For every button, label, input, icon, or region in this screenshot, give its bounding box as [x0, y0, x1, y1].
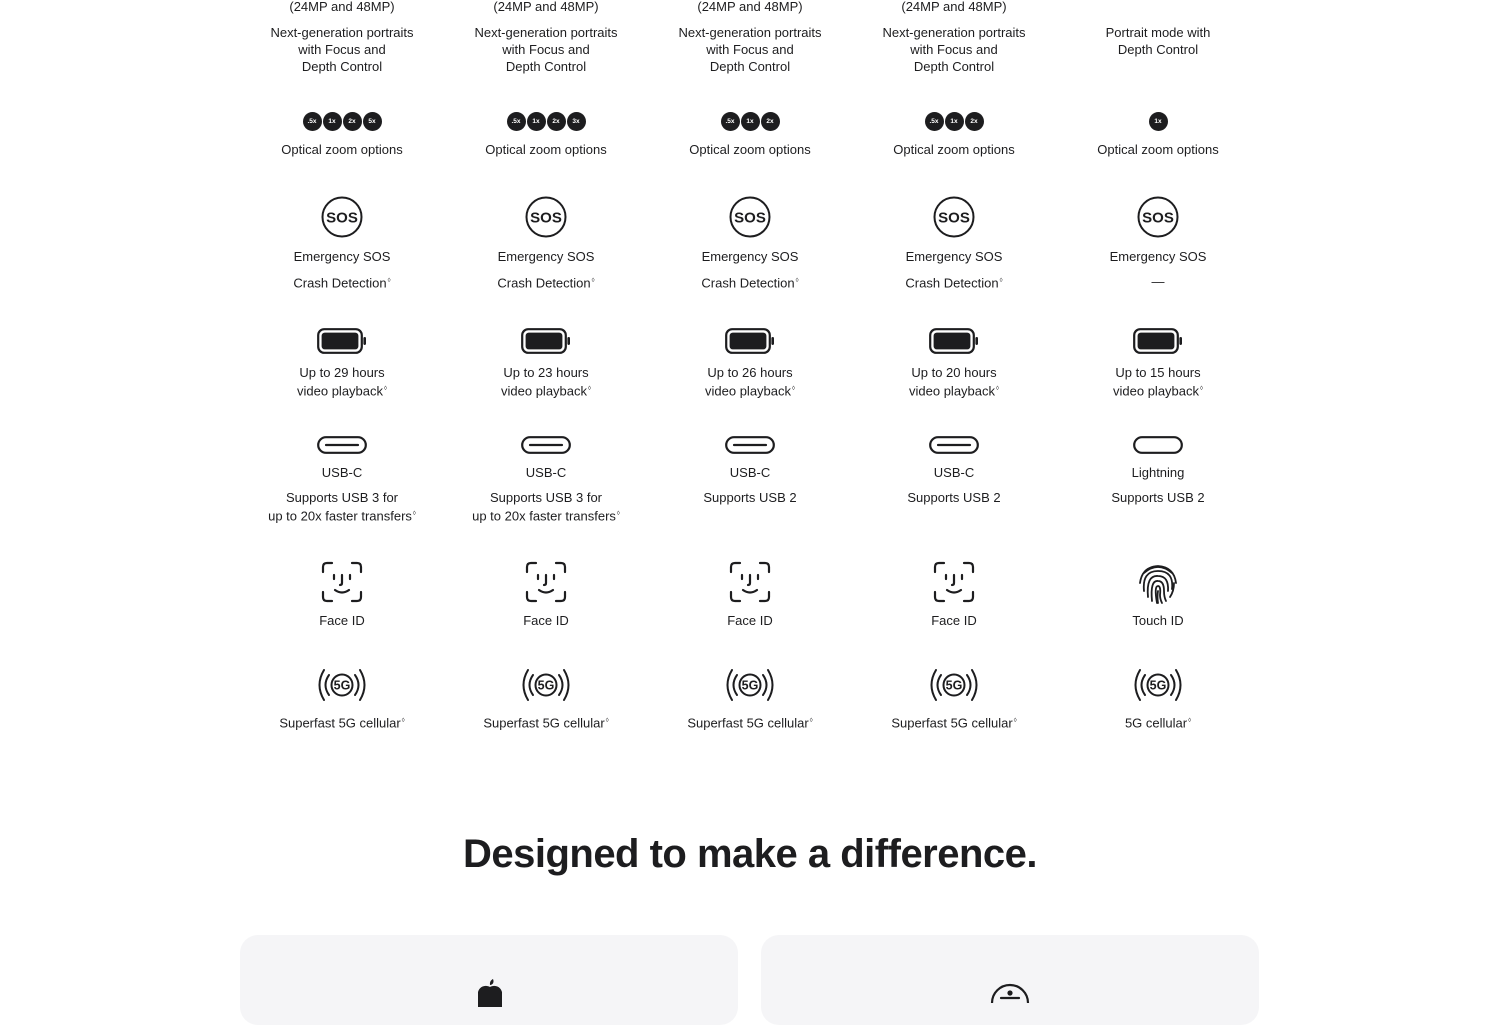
- footnote-marker: ◊: [401, 718, 405, 724]
- svg-text:SOS: SOS: [530, 209, 562, 227]
- sos-icon: [933, 196, 975, 243]
- crash-detection-label: Crash Detection◊: [905, 275, 1003, 291]
- biometric-label: Face ID: [931, 613, 977, 628]
- battery-label: Up to 23 hours video playback◊: [501, 365, 591, 399]
- usb-speed-label: Supports USB 2: [1111, 490, 1205, 505]
- portrait-feature: Next-generation portraits with Focus and Depth Control: [882, 25, 1026, 74]
- footnote-marker: ◊: [384, 386, 387, 392]
- usb-speed-label: Supports USB 3 for up to 20x faster transfers◊: [472, 490, 620, 524]
- emergency-sos-label: Emergency SOS: [701, 249, 799, 264]
- zoom-badge: .5x: [507, 112, 526, 131]
- usb-speed-label: Supports USB 2: [703, 490, 797, 505]
- zoom-options: [240, 112, 444, 131]
- svg-text:5G: 5G: [741, 678, 759, 693]
- footnote-marker: ◊: [591, 278, 595, 284]
- portrait-feature: Portrait mode with Depth Control: [1105, 25, 1211, 57]
- 5g-icon: [520, 667, 572, 708]
- portrait-feature: Next-generation portraits with Focus and Depth Control: [678, 25, 822, 74]
- emergency-sos-label: Emergency SOS: [1109, 249, 1207, 264]
- zoom-options: [444, 112, 648, 131]
- 5g-icon: [928, 667, 980, 708]
- emergency-sos-label: Emergency SOS: [905, 249, 1003, 264]
- zoom-badge: 2x: [965, 112, 984, 131]
- svg-text:SOS: SOS: [1142, 209, 1174, 227]
- footnote-marker: ◊: [412, 511, 416, 517]
- svg-text:5G: 5G: [945, 678, 963, 693]
- zoom-badge: 1x: [527, 112, 546, 131]
- usb-c-port-icon: [725, 436, 775, 459]
- face-id-icon: [321, 561, 363, 608]
- sos-icon: [1137, 196, 1179, 243]
- apple-logo-icon: [474, 977, 506, 1007]
- sos-icon: [525, 196, 567, 243]
- face-id-icon: [933, 561, 975, 608]
- crash-detection-label: Crash Detection◊: [701, 275, 799, 291]
- zoom-badge: 1x: [741, 112, 760, 131]
- battery-label: Up to 26 hours video playback◊: [705, 365, 795, 399]
- zoom-options: [648, 112, 852, 131]
- battery-icon: [317, 328, 367, 359]
- footnote-marker: ◊: [387, 278, 391, 284]
- touch-id-icon: [1136, 561, 1180, 610]
- feature-card-environment[interactable]: [240, 935, 738, 1025]
- sos-icon: [321, 196, 363, 243]
- camera-megapixels: (24MP and 48MP): [289, 0, 395, 14]
- footnote-marker: ◊: [1013, 718, 1017, 724]
- cellular-label: 5G cellular◊: [1124, 715, 1192, 731]
- section-title: Designed to make a difference.: [462, 832, 1038, 876]
- 5g-icon: [316, 667, 368, 708]
- battery-icon: [929, 328, 979, 359]
- svg-text:5G: 5G: [1149, 678, 1167, 693]
- accessibility-icon: [990, 983, 1030, 1003]
- zoom-badge: 2x: [761, 112, 780, 131]
- footnote-marker: ◊: [1188, 718, 1192, 724]
- footnote-marker: ◊: [588, 386, 591, 392]
- crash-detection-label: Crash Detection◊: [293, 275, 391, 291]
- cellular-label: Superfast 5G cellular◊: [279, 715, 405, 731]
- footnote-marker: ◊: [792, 386, 795, 392]
- footnote-marker: ◊: [999, 278, 1003, 284]
- usb-c-port-icon: [521, 436, 571, 459]
- cellular-label: Superfast 5G cellular◊: [483, 715, 609, 731]
- footnote-marker: ◊: [795, 278, 799, 284]
- crash-detection-label: Crash Detection◊: [497, 275, 595, 291]
- zoom-options: [852, 112, 1056, 131]
- battery-icon: [1133, 328, 1183, 359]
- camera-megapixels: (24MP and 48MP): [901, 0, 1007, 14]
- battery-icon: [521, 328, 571, 359]
- battery-label: Up to 29 hours video playback◊: [297, 365, 387, 399]
- port-label: USB-C: [321, 465, 363, 480]
- usb-speed-label: Supports USB 3 for up to 20x faster transfers◊: [268, 490, 416, 524]
- port-label: USB-C: [729, 465, 771, 480]
- emergency-sos-label: Emergency SOS: [293, 249, 391, 264]
- zoom-badge: 3x: [567, 112, 586, 131]
- svg-text:5G: 5G: [333, 678, 351, 693]
- zoom-label: Optical zoom options: [1097, 142, 1219, 157]
- biometric-label: Face ID: [319, 613, 365, 628]
- usb-speed-label: Supports USB 2: [907, 490, 1001, 505]
- port-label: Lightning: [1131, 465, 1185, 480]
- footnote-marker: ◊: [996, 386, 999, 392]
- zoom-badge: 2x: [547, 112, 566, 131]
- zoom-badge: 5x: [363, 112, 382, 131]
- zoom-label: Optical zoom options: [893, 142, 1015, 157]
- zoom-badge: .5x: [303, 112, 322, 131]
- zoom-badge: .5x: [925, 112, 944, 131]
- battery-icon: [725, 328, 775, 359]
- zoom-badge: 1x: [945, 112, 964, 131]
- cellular-label: Superfast 5G cellular◊: [891, 715, 1017, 731]
- zoom-badge: 1x: [1149, 112, 1168, 131]
- footnote-marker: ◊: [809, 718, 813, 724]
- face-id-icon: [729, 561, 771, 608]
- zoom-badge: 2x: [343, 112, 362, 131]
- face-id-icon: [525, 561, 567, 608]
- zoom-label: Optical zoom options: [281, 142, 403, 157]
- zoom-label: Optical zoom options: [689, 142, 811, 157]
- footnote-marker: ◊: [1200, 386, 1203, 392]
- cellular-label: Superfast 5G cellular◊: [687, 715, 813, 731]
- zoom-label: Optical zoom options: [485, 142, 607, 157]
- 5g-icon: [724, 667, 776, 708]
- usb-c-port-icon: [929, 436, 979, 459]
- battery-label: Up to 20 hours video playback◊: [909, 365, 999, 399]
- battery-label: Up to 15 hours video playback◊: [1113, 365, 1203, 399]
- biometric-label: Face ID: [727, 613, 773, 628]
- emergency-sos-label: Emergency SOS: [497, 249, 595, 264]
- svg-text:SOS: SOS: [326, 209, 358, 227]
- feature-card-accessibility[interactable]: [761, 935, 1259, 1025]
- svg-text:SOS: SOS: [734, 209, 766, 227]
- biometric-label: Touch ID: [1132, 613, 1184, 628]
- port-label: USB-C: [933, 465, 975, 480]
- svg-text:5G: 5G: [537, 678, 555, 693]
- zoom-badge: .5x: [721, 112, 740, 131]
- 5g-icon: [1132, 667, 1184, 708]
- sos-icon: [729, 196, 771, 243]
- footnote-marker: ◊: [616, 511, 620, 517]
- crash-detection-label: —: [1151, 274, 1165, 289]
- portrait-feature: Next-generation portraits with Focus and Depth Control: [474, 25, 618, 74]
- zoom-badge: 1x: [323, 112, 342, 131]
- biometric-label: Face ID: [523, 613, 569, 628]
- portrait-feature: Next-generation portraits with Focus and Depth Control: [270, 25, 414, 74]
- camera-megapixels: (24MP and 48MP): [697, 0, 803, 14]
- usb-c-port-icon: [317, 436, 367, 459]
- lightning-port-icon: [1133, 436, 1183, 459]
- footnote-marker: ◊: [605, 718, 609, 724]
- camera-megapixels: (24MP and 48MP): [493, 0, 599, 14]
- zoom-options: [1056, 112, 1260, 131]
- svg-text:SOS: SOS: [938, 209, 970, 227]
- port-label: USB-C: [525, 465, 567, 480]
